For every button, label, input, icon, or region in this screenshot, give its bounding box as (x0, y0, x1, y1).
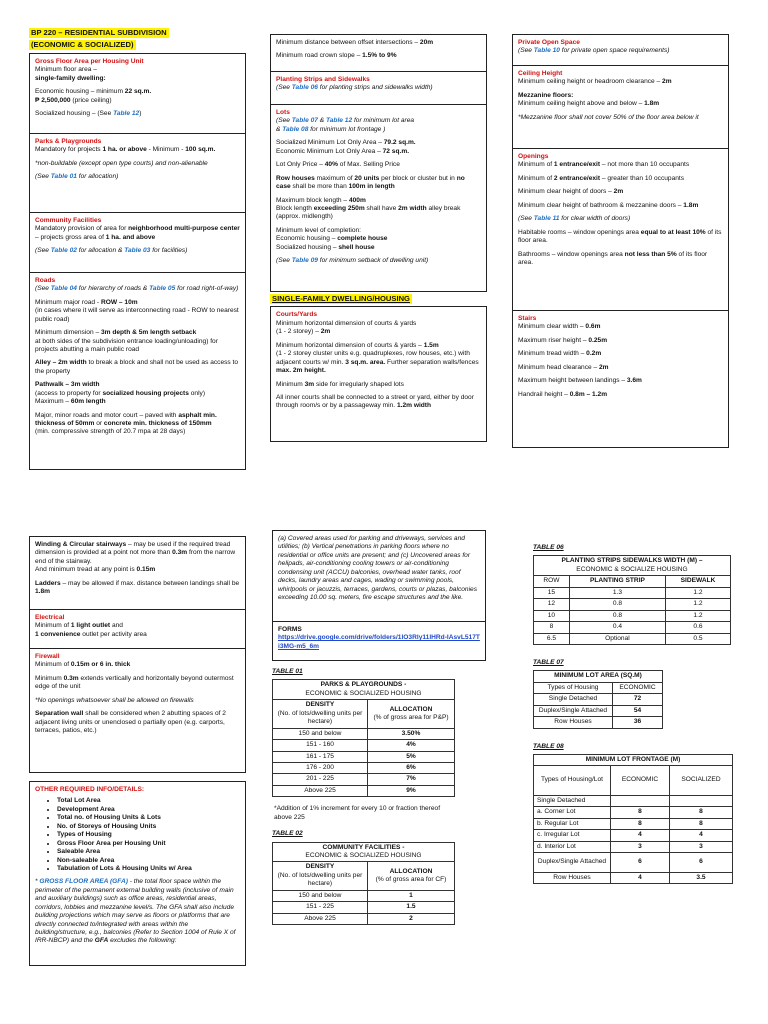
single-family-heading: SINGLE-FAMILY DWELLING/HOUSING (272, 294, 410, 303)
table-06-link[interactable]: Table 06 (291, 84, 318, 92)
table-row: 201 - 225 7% (273, 774, 455, 785)
list-item: • Non-saleable Area (57, 857, 240, 865)
ceiling-height-heading: Ceiling Height (518, 70, 563, 77)
table-row: b. Regular Lot 8 8 (534, 818, 733, 829)
table-row: 150 and below 1 (273, 890, 455, 901)
table-07-caption: TABLE 07 (533, 658, 564, 666)
table-08: TABLE 08 MINIMUM LOT FRONTAGE (M) Types of Housing/Lot ECONOMIC SOCIALIZED Single Detached a. Corner Lot 8 8 b. Regular Lot 8 8 c. Irregular Lot 4 4 d. Interior Lot 3 3 Duplex/Single Attached 6 6 Row Houses 4 3.5 (533, 743, 733, 884)
column-1 (29, 28, 246, 469)
other-info-list (35, 797, 240, 873)
other-info-heading: OTHER REQUIRED INFO/DETAILS: (35, 786, 145, 793)
table-row: 176 - 200 6% (273, 762, 455, 773)
table-row: 161 - 175 5% (273, 751, 455, 762)
table-03-link[interactable]: Table 03 (124, 247, 151, 255)
list-item: • Types of Housing (57, 831, 240, 839)
doc-title-line1: BP 220 – RESIDENTIAL SUBDIVISION (31, 28, 167, 37)
parks-section: Parks & Playgrounds Mandatory for projects 1 ha. or above - Minimum - 100 sq.m. *non-buildable (except open type courts) and non-alienable (See Table 01 for allocation) (29, 133, 246, 213)
forms-section (272, 621, 486, 661)
private-open-space-section: Private Open Space (See Table 10 for private open space requirements) (512, 34, 729, 66)
table-11-link[interactable]: Table 11 (533, 215, 560, 223)
table-02-link[interactable]: Table 02 (50, 247, 77, 255)
other-info-section (29, 781, 246, 966)
doc-title-line2: (ECONOMIC & SOCIALIZED) (31, 40, 134, 50)
table-08-caption: TABLE 08 (533, 742, 564, 750)
community-facilities-section: Community Facilities Mandatory provision of area for neighborhood multi-purpose center – projects gross area of 1 ha. and above (See Table 02 for allocation & Table 03 for facilities) (29, 212, 246, 273)
table-06-caption: TABLE 06 (533, 544, 564, 551)
table-12-link[interactable]: Table 12 (113, 110, 140, 118)
table-01: TABLE 01 PARKS & PLAYGROUNDS - ECONOMIC & SOCIALIZED HOUSING DENSITY (No. of lots/dwelling units per hectare) ALLOCATION (% of gross area for P&P) 150 and below 3.50% 151 - 160 4% 161 - 175 5% 176 - 200 6% 201 - 225 7% Above 225 9% *Addition of 1% increment for every 10 or fraction thereof above 225 (272, 668, 486, 822)
column-5 (272, 530, 486, 925)
table-05-link[interactable]: Table 05 (149, 285, 176, 293)
doc-title (29, 28, 246, 51)
table-06: TABLE 06 PLANTING STRIPS SIDEWALKS WIDTH (M) – ECONOMIC & SOCIALIZE HOUSING ROW PLANTING STRIP SIDEWALK 15 1.3 1.2 12 0.8 1.2 10 0.8 1.2 8 0.4 0.6 6.5 Optional 0.5 (533, 544, 733, 645)
table-row: 15 1.3 1.2 (534, 587, 731, 598)
courts-heading: Courts/Yards (276, 311, 318, 319)
list-item: • Saleable Area (57, 848, 240, 856)
community-facilities-heading: Community Facilities (35, 216, 102, 224)
table-row: 12 0.8 1.2 (534, 599, 731, 610)
table-row: 8 0.4 0.6 (534, 622, 731, 633)
gfa-heading: Gross Floor Area per Housing Unit (35, 57, 144, 65)
column-4 (29, 536, 246, 965)
table-row: Row Houses 4 3.5 (534, 872, 733, 883)
table-row: 10 0.8 1.2 (534, 610, 731, 621)
parks-heading: Parks & Playgrounds (35, 137, 102, 145)
table-row: Above 225 9% (273, 785, 455, 796)
table-row: a. Corner Lot 8 8 (534, 807, 733, 818)
table-07-link[interactable]: Table 07 (291, 117, 318, 125)
list-item: • Total Lot Area (57, 797, 240, 805)
lots-heading: Lots (276, 109, 290, 116)
private-open-space-heading: Private Open Space (518, 39, 580, 46)
table-02-caption: TABLE 02 (272, 830, 303, 838)
electrical-section: Electrical Minimum of 1 light outlet and 1 convenience outlet per activity area (29, 609, 246, 649)
table-01-caption: TABLE 01 (272, 668, 303, 675)
table-12-link-lots[interactable]: Table 12 (325, 117, 353, 125)
table-row: Row Houses 36 (534, 717, 663, 728)
planting-strips-section: Planting Strips and Sidewalks (See Table 06 for planting strips and sidewalks width) (270, 71, 487, 105)
table-04-link[interactable]: Table 04 (50, 285, 77, 293)
ceiling-height-section: Ceiling Height Minimum ceiling height or headroom clearance – 2m Mezzanine floors: Minimum ceiling height above and below – 1.8m *Mezzanine floor shall not cover 50% of the floor area below it (512, 65, 729, 149)
roads-section: Roads (See Table 04 for hierarchy of roads & Table 05 for road right-of-way) Minimum major road - ROW – 10m (in cases where it will serve as interconnecting road - ROW to nearest public road) Minimum dimension – 3m depth & 5m length setback at both sides of the subdivision entrance loading/unloading) for projects abutting a main public road Alley – 2m width to break a block and shall not be used as access to the property Pathwalk – 3m width (access to property for socialized housing projects only) Maximum – 60m length Major, minor roads and motor court – paved with asphalt min. thickness of 50mm or concrete min. thickness of 150mm (min. compressive strength of 20.7 mpa at 28 days) (29, 272, 246, 470)
forms-heading: FORMS (278, 626, 302, 633)
table-row: 6.5 Optional 0.5 (534, 633, 731, 644)
courts-section: Courts/Yards Minimum horizontal dimension of courts & yards (1 - 2 storey) – 2m Minimum horizontal dimension of courts & yards – 1.5m (1 - 2 storey cluster units e.g. quadruplexes, row houses, etc.) with adjacent courts w/ min. 3 sq.m. area. Further separation walls/fences max. 2m height. Minimum 3m side for irregularly shaped lots All inner courts shall be connected to a street or yard, either by door through room/s or by a passageway min. 1.2m width (270, 306, 487, 442)
table-row: Above 225 2 (273, 913, 455, 924)
table-01-note: *Addition of 1% increment for every 10 or fraction thereof above 225 (274, 805, 441, 821)
column-2 (270, 34, 487, 441)
roads-heading: Roads (35, 276, 56, 284)
table-02: TABLE 02 COMMUNITY FACILITIES - ECONOMIC & SOCIALIZED HOUSING DENSITY (No. of lots/dwelling units per hectare) ALLOCATION (% of gross area for CF) 150 and below 1 151 - 225 1.5 Above 225 2 (272, 830, 486, 925)
column-6 (533, 544, 733, 884)
table-row: 150 and below 3.50% (273, 728, 455, 739)
stairs-heading: Stairs (518, 315, 537, 322)
openings-section: Openings Minimum of 1 entrance/exit – not more than 10 occupants Minimum of 2 entrance/exit – greater than 10 occupants Minimum clear height of doors – 2m Minimum clear height of bathroom & mezzanine doors – 1.8m (See Table 11 for clear width of doors) Habitable rooms – window openings area equal to at least 10% of its floor area. Bathrooms – window openings area not less than 5% of its floor area. (512, 148, 729, 311)
table-07: TABLE 07 MINIMUM LOT AREA (SQ.M) Types of Housing ECONOMIC Single Detached 72 Duplex/Single Attached 54 Row Houses 36 (533, 659, 733, 729)
table-row: 151 - 160 4% (273, 740, 455, 751)
list-item: • Tabulation of Lots & Housing Units w/ Area (57, 865, 240, 873)
gfa-exclusions: (a) Covered areas used for parking and driveways, services and utilities; (b) Vertical penetrations in parking floors where no residential or office units are present; and (c) Uncovered areas for helipads, air-conditioning cooling towers or air-conditioning condensing unit (ACCU) balconies, overhead water tanks, roof decks, laundry areas and cages, wading or swimming pools, whirlpools or jacuzzis, terraces, gardens, courts or plazas, balconies exceeding 10.00 sq. meters, fire escape structures and the like. (272, 530, 486, 622)
gfa-section: Gross Floor Area per Housing Unit Minimum floor area – single-family dwelling: Economic housing – minimum 22 sq.m. ₱ 2,500,000 (price ceiling) Socialized housing – (See Table 12) (29, 53, 246, 134)
offset-section: Minimum distance between offset intersections – 20m Minimum road crown slope – 1.5% to 9% (270, 34, 487, 72)
lots-section: Lots (See Table 07 & Table 12 for minimum lot area & Table 08 for minimum lot frontage ) Socialized Minimum Lot Only Area – 79.2 sq.m. Economic Minimum Lot Only Area – 72 sq.m. Lot Only Price – 40% of Max. Selling Price Row houses maximum of 20 units per block or cluster but in no case shall be more than 100m in length Maximum block length – 400m Block length exceeding 250m shall have 2m width alley break (approx. midlength) Minimum level of completion: Economic housing – complete house Socialized housing – shell house (See Table 09 for minimum setback of dwelling unit) (270, 104, 487, 292)
table-row: Single Detached 72 (534, 694, 663, 705)
table-08-link[interactable]: Table 08 (282, 125, 309, 133)
electrical-heading: Electrical (35, 614, 65, 621)
firewall-heading: Firewall (35, 653, 60, 660)
table-01-link[interactable]: Table 01 (50, 173, 77, 181)
table-09-link[interactable]: Table 09 (291, 257, 318, 265)
stairs-section: Stairs Minimum clear width – 0.6m Maximum riser height – 0.25m Minimum tread width – 0.2m Minimum head clearance – 2m Maximum height between landings – 3.6m Handrail height – 0.8m – 1.2m (512, 310, 729, 448)
table-row: d. Interior Lot 3 3 (534, 841, 733, 852)
column-3 (512, 34, 729, 447)
forms-link[interactable]: https://drive.google.com/drive/folders/1lO3Rly11lHRd-IAsvL517Ti3MG-m5_6m (278, 634, 480, 650)
table-row: c. Irregular Lot 4 4 (534, 830, 733, 841)
gfa-definition: * GROSS FLOOR AREA (GFA) - the total floor space within the perimeter of the permanent external building walls (inclusive of main and auxiliary buildings) such as office areas, residential areas, corridors, lobbies and mezzanine level/s. The GFA shall also include building projections which may serve as floors or platforms that are directly connected to/integrated with areas within the building/structure, e.g., balconies (Refer to Section 1004 of Rule X of IRR-NBCP) and the GFA excludes the following: (35, 878, 236, 945)
table-row: Duplex/Single Attached 54 (534, 705, 663, 716)
list-item: • Development Area (57, 806, 240, 814)
table-row: Duplex/Single Attached 6 6 (534, 853, 733, 872)
table-10-link[interactable]: Table 10 (533, 47, 560, 55)
table-row: 151 - 225 1.5 (273, 902, 455, 913)
openings-heading: Openings (518, 153, 549, 160)
firewall-section: Firewall Minimum of 0.15m or 6 in. thick Minimum 0.3m extends vertically and horizontally beyond outermost edge of the unit *No openings whatsoever shall be allowed on firewalls Separation wall shall be considered when 2 abutting spaces of 2 adjacent living units or unenclosed o partially open (e.g. carports, terraces, patios, etc.) (29, 648, 246, 773)
winding-stairs-section: Winding & Circular stairways – may be used if the required tread dimension is provided at a point not more than 0.3m from the narrow end of the stairway. And minimum tread at any point is 0.15m Ladders – may be allowed if max. distance between landings shall be 1.8m (29, 536, 246, 610)
list-item: • No. of Storeys of Housing Units (57, 823, 240, 831)
list-item: • Gross Floor Area per Housing Unit (57, 840, 240, 848)
list-item: • Total no. of Housing Units & Lots (57, 814, 240, 822)
planting-strips-heading: Planting Strips and Sidewalks (276, 76, 370, 83)
